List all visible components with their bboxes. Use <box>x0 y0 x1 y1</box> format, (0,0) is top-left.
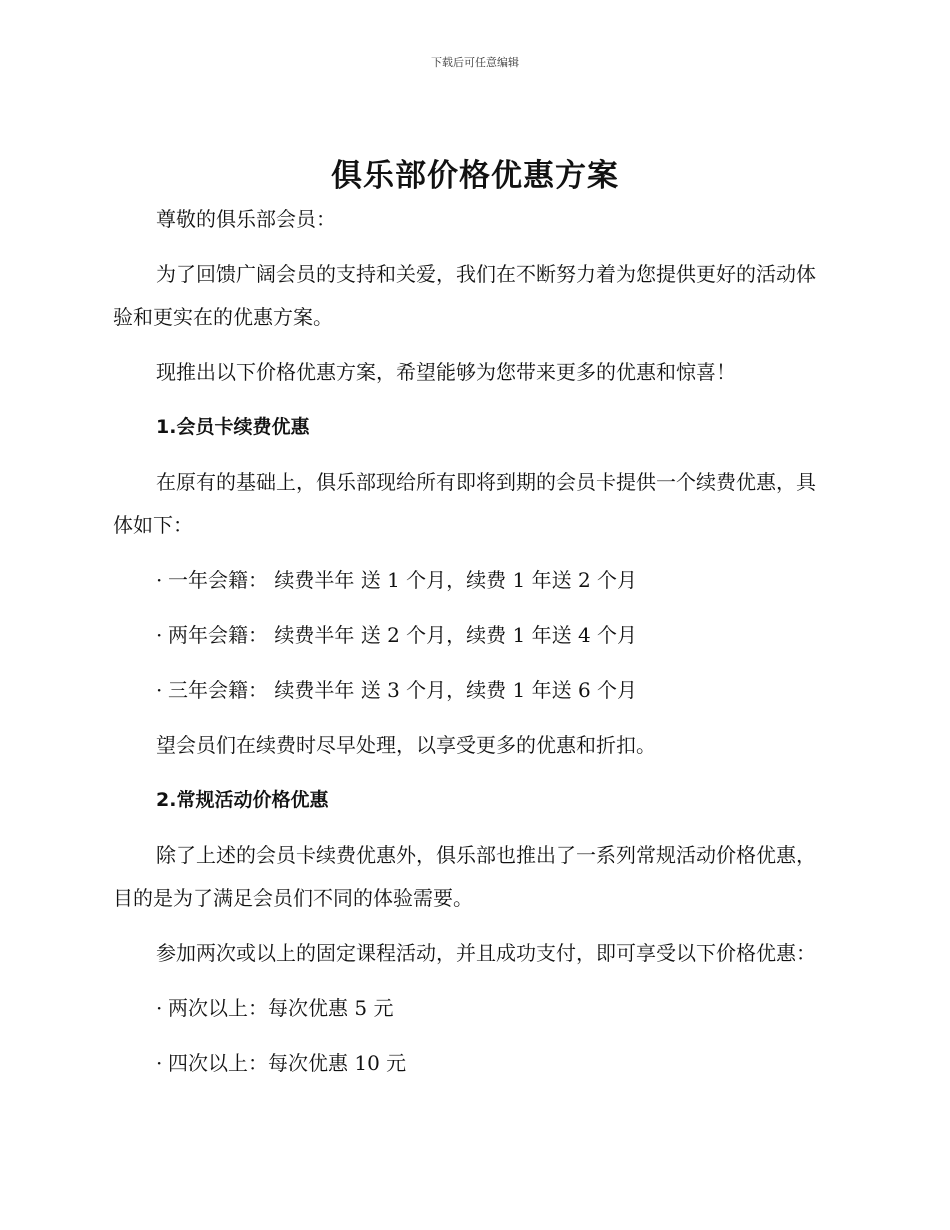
section-2-bullet <box>113 987 835 1030</box>
section-2-bullet <box>113 1042 835 1085</box>
bullet-dot: · <box>156 678 163 702</box>
document-body <box>113 198 835 1097</box>
bullet-text: 四次以上：每次优惠 10 元 <box>168 1051 407 1075</box>
section-1-closing: 望会员们在续费时尽早处理，以享受更多的优惠和折扣。 <box>156 733 656 757</box>
section-1-bullet <box>113 559 835 602</box>
page-title: 俱乐部价格优惠方案 <box>331 158 619 194</box>
bullet-dot: · <box>156 1051 163 1075</box>
bullet-text: 两年会籍： 续费半年 送 2 个月，续费 1 年送 4 个月 <box>168 623 638 647</box>
intro-paragraph-2: 现推出以下价格优惠方案，希望能够为您带来更多的优惠和惊喜！ <box>156 360 736 384</box>
bullet-text: 三年会籍： 续费半年 送 3 个月，续费 1 年送 6 个月 <box>168 678 638 702</box>
section-1-bullet <box>113 614 835 657</box>
bullet-dot: · <box>156 568 163 592</box>
intro-paragraph: 为了回馈广阔会员的支持和关爱，我们在不断努力着为您提供更好的活动体验和更实在的优惠方案。 <box>113 262 816 329</box>
section-1-heading: 1.会员卡续费优惠 <box>156 416 310 438</box>
bullet-dot: · <box>156 996 163 1020</box>
section-1-description: 在原有的基础上，俱乐部现给所有即将到期的会员卡提供一个续费优惠，具体如下： <box>113 470 816 537</box>
greeting: 尊敬的俱乐部会员： <box>156 207 336 231</box>
section-2-description: 除了上述的会员卡续费优惠外，俱乐部也推出了一系列常规活动价格优惠，目的是为了满足会员们不同的体验需要。 <box>113 843 816 910</box>
section-2-description-2: 参加两次或以上的固定课程活动，并且成功支付，即可享受以下价格优惠： <box>156 941 816 965</box>
bullet-dot: · <box>156 623 163 647</box>
section-1-bullet <box>113 669 835 712</box>
header-note: 下载后可任意编辑 <box>431 56 519 69</box>
bullet-text: 两次以上：每次优惠 5 元 <box>168 996 394 1020</box>
section-2-heading: 2.常规活动价格优惠 <box>156 789 329 811</box>
bullet-text: 一年会籍： 续费半年 送 1 个月，续费 1 年送 2 个月 <box>168 568 638 592</box>
